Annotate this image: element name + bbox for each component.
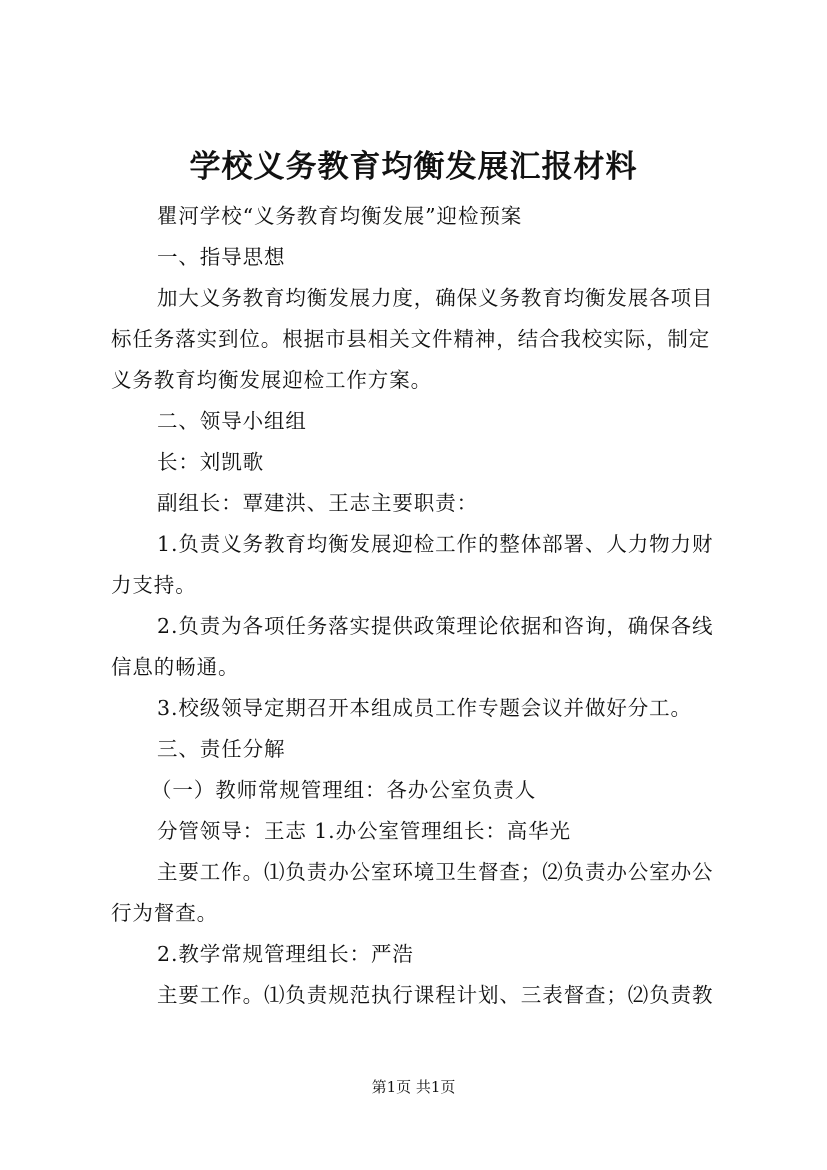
- page-footer: 第1页 共1页: [371, 1078, 456, 1096]
- section-heading: 一、指导思想: [157, 245, 286, 269]
- paragraph-line: 加大义务教育均衡发展力度，确保义务教育均衡发展各项目: [157, 286, 714, 310]
- paragraph-line: 分管领导：王志 1.办公室管理组长：高华光: [157, 819, 571, 843]
- section-heading: 二、领导小组组: [157, 409, 307, 433]
- paragraph-line: 副组长：覃建洪、王志主要职责：: [157, 491, 478, 515]
- list-item: 2.负责为各项任务落实提供政策理论依据和咨询，确保各线: [157, 614, 714, 638]
- paragraph-line: 瞿河学校“义务教育均衡发展”迎检预案: [157, 204, 523, 228]
- paragraph-line: 力支持。: [111, 573, 197, 597]
- paragraph-line: 长：刘凯歌: [157, 450, 264, 474]
- paragraph-line: 标任务落实到位。根据市县相关文件精神，结合我校实际，制定: [111, 327, 711, 351]
- list-item: 2.教学常规管理组长：严浩: [157, 942, 414, 966]
- paragraph-line: 信息的畅通。: [111, 655, 240, 679]
- document-title: 学校义务教育均衡发展汇报材料: [189, 149, 638, 185]
- paragraph-line: 行为督查。: [111, 901, 218, 925]
- document-body: [111, 196, 731, 1016]
- subsection-heading: （一）教师常规管理组：各办公室负责人: [151, 778, 537, 802]
- list-item: 1.负责义务教育均衡发展迎检工作的整体部署、人力物力财: [157, 532, 714, 556]
- paragraph-line: 义务教育均衡发展迎检工作方案。: [111, 368, 432, 392]
- section-heading: 三、责任分解: [157, 737, 286, 761]
- list-item: 3.校级领导定期召开本组成员工作专题会议并做好分工。: [157, 696, 692, 720]
- paragraph-line: 主要工作。⑴负责办公室环境卫生督查；⑵负责办公室办公: [157, 860, 714, 884]
- paragraph-line: 主要工作。⑴负责规范执行课程计划、三表督查；⑵负责教: [157, 983, 714, 1007]
